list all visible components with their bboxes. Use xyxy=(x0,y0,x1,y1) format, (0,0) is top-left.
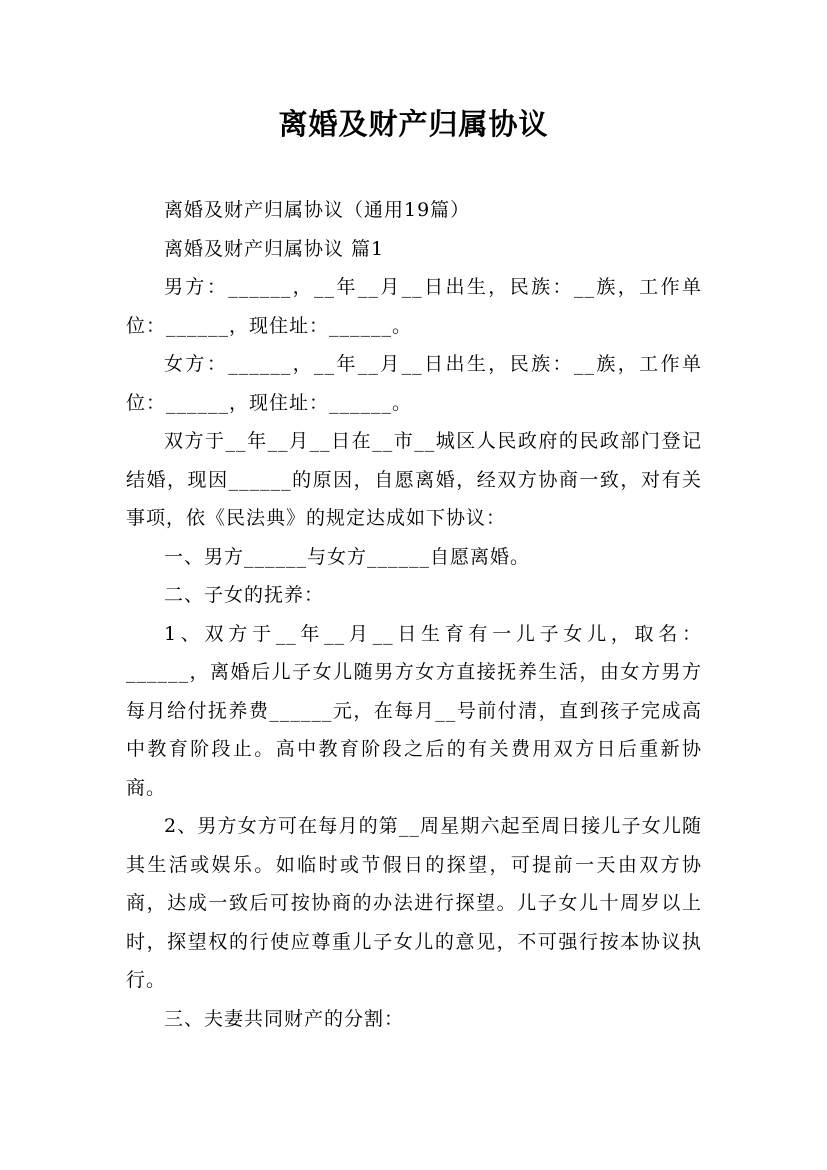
document-title: 离婚及财产归属协议 xyxy=(278,107,549,141)
paragraph-female-party: 女方：______，__年__月__日出生，民族：__族，工作单位：______，现住址：______。 xyxy=(126,353,702,414)
document-body xyxy=(126,191,702,1038)
paragraph-section-heading: 离婚及财产归属协议 篇1 xyxy=(164,237,385,260)
paragraph-marriage-registration: 双方于__年__月__日在__市__城区人民政府的民政部门登记结婚，现因______的原因，自愿离婚，经双方协商一致，对有关事项，依《民法典》的规定达成如下协议： xyxy=(126,430,702,529)
paragraph-male-party: 男方：______，__年__月__日出生，民族：__族，工作单位：______，现住址：______。 xyxy=(126,276,702,337)
paragraph-clause-child-custody: 二、子女的抚养： xyxy=(164,584,325,606)
paragraph-clause-divorce: 一、男方______与女方______自愿离婚。 xyxy=(164,545,531,568)
paragraph-subtitle: 离婚及财产归属协议（通用19篇） xyxy=(164,199,471,221)
paragraph-visitation: 2、男方女方可在每月的第__周星期六起至周日接儿子女儿随其生活或娱乐。如临时或节假日的探望，可提前一天由双方协商，达成一致后可按协商的办法进行探望。儿子女儿十周岁以上时，探望权的行使应尊重儿子女儿的意见，不可强行按本协议执行。 xyxy=(126,815,702,991)
paragraph-clause-property: 三、夫妻共同财产的分割： xyxy=(164,1007,405,1030)
paragraph-child-support: 1、双方于__年__月__日生育有一儿子女儿，取名：______，离婚后儿子女儿随男方女方直接抚养生活，由女方男方每月给付抚养费______元，在每月__号前付清，直到孩子完成高中教育阶段止。高中教育阶段之后的有关费用双方日后重新协商。 xyxy=(126,622,702,799)
